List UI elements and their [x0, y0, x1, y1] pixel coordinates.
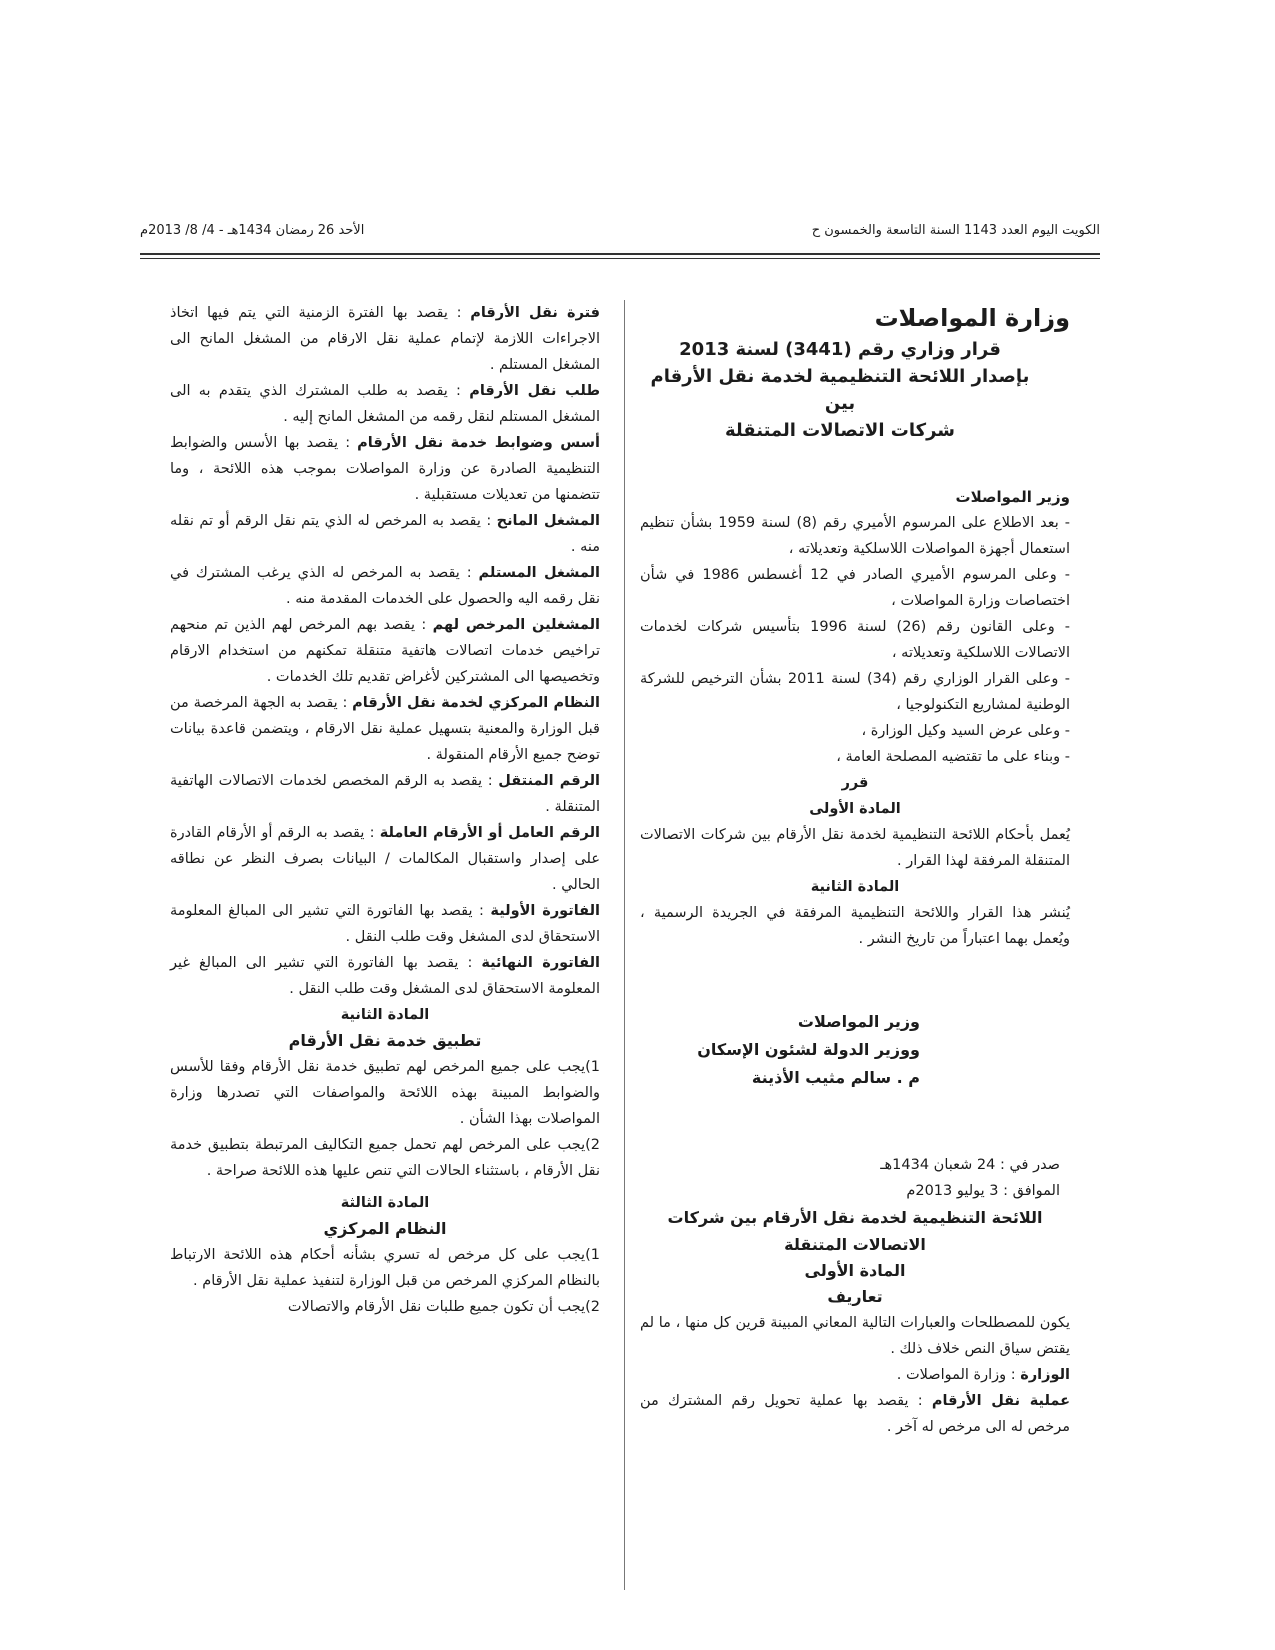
- definition-term: طلب نقل الأرقام: [469, 383, 600, 399]
- definition-term: الرقم العامل أو الأرقام العاملة: [379, 825, 600, 841]
- preamble-item: - بعد الاطلاع على المرسوم الأميري رقم (8) لسنة 1959 بشأن تنظيم استعمال أجهزة المواصلات اللاسلكية وتعديلاته ،: [640, 515, 1070, 557]
- definition-item: [640, 1362, 1070, 1388]
- preamble-item: - وعلى القرار الوزاري رقم (34) لسنة 2011 بشأن الترخيص للشركة الوطنية لمشاريع التكنولوجيا ،: [640, 671, 1070, 713]
- definition-term: المشغل المانح: [496, 513, 600, 529]
- definition-text: : يقصد به الرقم أو الأرقام القادرة على إصدار واستقبال المكالمات / البيانات بصرف النظر عن نطاقه الحالي .: [170, 825, 600, 893]
- definition-item: [170, 300, 600, 378]
- definition-text: : يقصد بها الفاتورة التي تشير الى المبالغ غير المعلومة الاستحقاق لدى المشغل وقت طلب النقل .: [170, 955, 600, 997]
- article-title: تطبيق خدمة نقل الأرقام: [288, 1031, 482, 1050]
- definitions-heading: تعاريف: [827, 1287, 883, 1306]
- header-date: الأحد 26 رمضان 1434هـ - 4/ 8/ 2013م: [140, 223, 365, 238]
- definition-text: : يقصد به المرخص له الذي يتم نقل الرقم أو تم نقله منه .: [170, 513, 600, 555]
- signature-block: [640, 1008, 1070, 1092]
- definition-text: : يقصد به طلب المشترك الذي يتقدم به الى المشغل المستلم لنقل رقمه من المشغل المانح إليه .: [170, 383, 600, 425]
- issued-date: صدر في : 24 شعبان 1434هـ: [880, 1157, 1060, 1173]
- definition-item: [170, 898, 600, 950]
- article-item: 1)يجب على كل مرخص له تسري بشأنه أحكام هذه اللائحة الارتباط بالنظام المركزي المرخص من قبل الوزارة لتنفيذ عملية نقل الأرقام .: [170, 1247, 600, 1289]
- definition-term: فترة نقل الأرقام: [470, 305, 601, 321]
- definition-item: [170, 430, 600, 508]
- definition-text: : يقصد به الرقم المخصص لخدمات الاتصالات الهاتفية المتنقلة .: [170, 773, 600, 815]
- definition-term: عملية نقل الأرقام: [931, 1393, 1070, 1409]
- decides-heading: قرر: [841, 775, 869, 791]
- definition-item: [640, 1388, 1070, 1440]
- definition-item: [170, 378, 600, 430]
- article-title: النظام المركزي: [323, 1219, 447, 1238]
- preamble-item: - وعلى عرض السيد وكيل الوزارة ،: [861, 723, 1070, 739]
- definition-term: الفاتورة النهائية: [481, 955, 601, 971]
- definition-text: : يقصد بها عملية تحويل رقم المشترك من مرخص له الى مرخص له آخر .: [640, 1393, 1070, 1435]
- article-heading: المادة الثانية: [810, 879, 900, 895]
- signature-line: ووزير الدولة لشئون الإسكان: [697, 1040, 920, 1059]
- corresponding-date: الموافق : 3 يوليو 2013م: [906, 1183, 1060, 1199]
- definition-item: [170, 768, 600, 820]
- decree-title: [640, 336, 1070, 444]
- definition-term: الرقم المنتقل: [498, 773, 601, 789]
- header-issue-info: الكويت اليوم العدد 1143 السنة التاسعة والخمسون ح: [811, 223, 1100, 238]
- signature-line: وزير المواصلات: [797, 1012, 920, 1031]
- article-item: 1)يجب على جميع المرخص لهم تطبيق خدمة نقل الأرقام وفقا للأسس والضوابط المبينة بهذه اللائحة والمواصفات التي تصدرها وزارة المواصلات بهذا الشأن .: [170, 1059, 600, 1127]
- ministry-title: وزارة المواصلات: [874, 304, 1070, 332]
- definition-text: : يقصد بها الفترة الزمنية التي يتم فيها اتخاذ الاجراءات اللازمة لإتمام عملية نقل الارقام من المشغل المانح الى المشغل المستلم .: [170, 305, 600, 373]
- definition-text: : وزارة المواصلات .: [896, 1367, 1021, 1383]
- definition-item: [170, 950, 600, 1002]
- decree-title-line: قرار وزاري رقم (3441) لسنة 2013: [679, 339, 1001, 360]
- definition-term: النظام المركزي لخدمة نقل الأرقام: [352, 695, 600, 711]
- column-divider: [624, 300, 625, 1590]
- article-item: 2)يجب على المرخص لهم تحمل جميع التكاليف المرتبطة بتطبيق خدمة نقل الأرقام ، باستثناء الحالات التي تنص عليها هذه اللائحة صراحة .: [170, 1137, 600, 1179]
- article-heading: المادة الثانية: [340, 1007, 430, 1023]
- definition-text: : يقصد به المرخص له الذي يرغب المشترك في نقل رقمه اليه والحصول على الخدمات المقدمة منه .: [170, 565, 600, 607]
- definition-item: [170, 612, 600, 690]
- header-rule-thick: [140, 253, 1100, 255]
- definition-term: المشغل المستلم: [478, 565, 600, 581]
- article-heading: المادة الأولى: [804, 1261, 906, 1280]
- decree-title-line: بإصدار اللائحة التنظيمية لخدمة نقل الأرقام بين: [650, 366, 1030, 414]
- definition-term: أسس وضوابط خدمة نقل الأرقام: [357, 435, 601, 451]
- definition-item: [170, 508, 600, 560]
- definition-text: : يقصد بها الفاتورة التي تشير الى المبالغ المعلومة الاستحقاق لدى المشغل وقت طلب النقل .: [170, 903, 600, 945]
- article-text: يُنشر هذا القرار واللائحة التنظيمية المرفقة في الجريدة الرسمية ، ويُعمل بهما اعتباراً من تاريخ النشر .: [640, 905, 1070, 947]
- definition-text: : يقصد بهم المرخص لهم الذين تم منحهم تراخيص خدمات اتصالات هاتفية متنقلة تمكنهم من استخدام الارقام وتخصيصها الى المشتركين لأغراض تقديم تلك الخدمات .: [170, 617, 600, 685]
- signature-line: م . سالم مثيب الأذينة: [751, 1068, 920, 1087]
- article-heading: المادة الأولى: [809, 801, 901, 817]
- definition-text: : يقصد بها الأسس والضوابط التنظيمية الصادرة عن وزارة المواصلات بموجب هذه اللائحة ، وما تتضمنها من تعديلات مستقبلية .: [170, 435, 600, 503]
- header-rule-thin: [140, 258, 1100, 259]
- definition-text: : يقصد به الجهة المرخصة من قبل الوزارة والمعنية بتسهيل عملية نقل الارقام ، ويتضمن قاعدة بيانات توضح جميع الأرقام المنقولة .: [170, 695, 600, 763]
- definition-term: الوزارة: [1020, 1367, 1070, 1383]
- definitions-intro: يكون للمصطلحات والعبارات التالية المعاني المبينة قرين كل منها ، ما لم يقتض سياق النص خلاف ذلك .: [640, 1315, 1070, 1357]
- issue-dates: [640, 1152, 1070, 1204]
- left-column: [170, 300, 600, 1320]
- article-item: 2)يجب أن تكون جميع طلبات نقل الأرقام والاتصالات: [287, 1299, 600, 1315]
- definition-item: [170, 690, 600, 768]
- article-heading: المادة الثالثة: [340, 1195, 430, 1211]
- decree-title-line: شركات الاتصالات المتنقلة: [725, 420, 955, 441]
- gazette-header: [140, 218, 1100, 244]
- definition-item: [170, 820, 600, 898]
- definition-term: الفاتورة الأولية: [490, 903, 600, 919]
- right-column: [640, 300, 1070, 1440]
- preamble-item: - وبناء على ما تقتضيه المصلحة العامة ،: [836, 749, 1070, 765]
- definition-item: [170, 560, 600, 612]
- definition-term: المشغلين المرخص لهم: [432, 617, 600, 633]
- preamble-item: - وعلى المرسوم الأميري الصادر في 12 أغسطس 1986 في شأن اختصاصات وزارة المواصلات ،: [640, 567, 1070, 609]
- regulation-title: اللائحة التنظيمية لخدمة نقل الأرقام بين شركات الاتصالات المتنقلة: [667, 1208, 1043, 1254]
- minister-heading: وزير المواصلات: [955, 488, 1070, 506]
- article-text: يُعمل بأحكام اللائحة التنظيمية لخدمة نقل الأرقام بين شركات الاتصالات المتنقلة المرفقة لهذا القرار .: [640, 827, 1070, 869]
- preamble-item: - وعلى القانون رقم (26) لسنة 1996 بتأسيس شركات لخدمات الاتصالات اللاسلكية وتعديلاته ،: [640, 619, 1070, 661]
